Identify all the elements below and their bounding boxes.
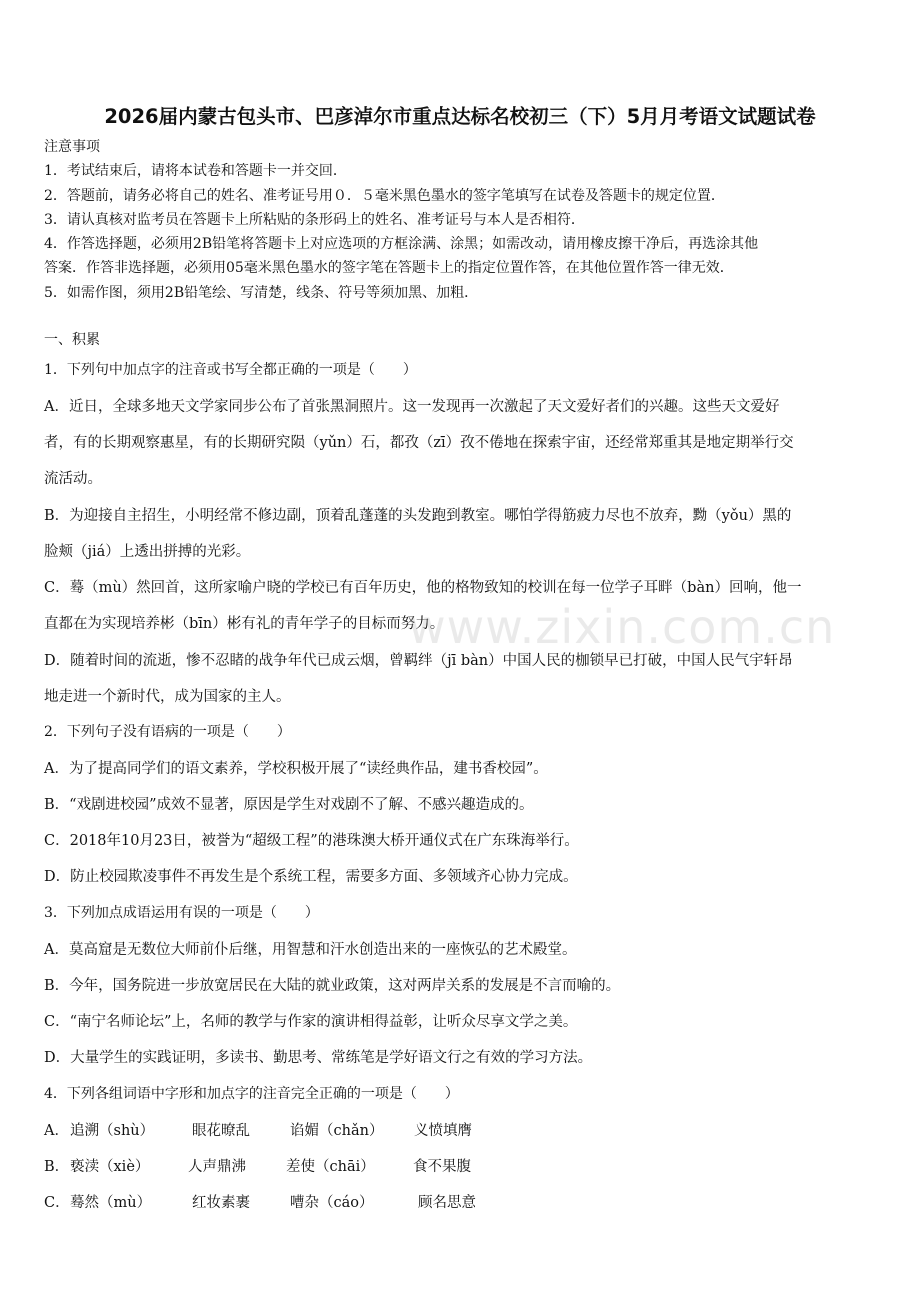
option-d: D．大量学生的实践证明，多读书、勤思考、常练笔是学好语文行之有效的学习方法。 [44, 1050, 593, 1066]
option-b: B．今年，国务院进一步放宽居民在大陆的就业政策，这对两岸关系的发展是不言而喻的。 [44, 978, 621, 994]
notice-heading: 注意事项 [44, 139, 100, 155]
word-item: 嘈杂（cáo） [290, 1195, 374, 1211]
option-label: B． [44, 1159, 70, 1175]
notice-item: 3．请认真核对监考员在答题卡上所粘贴的条形码上的姓名、准考证号与本人是否相符． [44, 212, 585, 228]
option-a-line: A．近日，全球多地天文学家同步公布了首张黑洞照片。这一发现再一次激起了天文爱好者们的兴趣。这些天文爱好 [44, 399, 780, 415]
word-item: 差使（chāi） [286, 1159, 375, 1175]
word-item: 谄媚（chǎn） [290, 1123, 384, 1139]
option-d-line: D．随着时间的流逝，惨不忍睹的战争年代已成云烟，曾羁绊（jī bàn）中国人民的枷锁早已打破，中国人民气宇轩昂 [44, 653, 793, 669]
option-label: A． [44, 1123, 69, 1139]
option-c-row [44, 1193, 884, 1213]
word-item: 蓦然（mù） [70, 1195, 152, 1211]
option-label: C． [44, 1195, 70, 1211]
option-a-row [44, 1121, 884, 1141]
notice-item: 4．作答选择题，必须用2B铅笔将答题卡上对应选项的方框涂满、涂黑；如需改动，请用橡皮擦干净后，再选涂其他 [44, 236, 759, 252]
option-a: A．为了提高同学们的语文素养，学校积极开展了“读经典作品，建书香校园”。 [44, 761, 548, 777]
option-d: D．防止校园欺凌事件不再发生是个系统工程，需要多方面、多领域齐心协力完成。 [44, 869, 578, 885]
notice-item: 2．答题前，请务必将自己的姓名、准考证号用０．５毫米黑色墨水的签字笔填写在试卷及答题卡的规定位置． [44, 188, 725, 204]
word-item: 食不果腹 [413, 1159, 471, 1175]
question-stem: 4．下列各组词语中字形和加点字的注音完全正确的一项是（ ） [44, 1086, 459, 1102]
section-heading: 一、积累 [44, 332, 100, 348]
word-item: 人声鼎沸 [188, 1159, 246, 1175]
option-b-line: B．为迎接自主招生，小明经常不修边副，顶着乱蓬蓬的头发跑到教室。哪怕学得筋疲力尽也不放弃，黝（yǒu）黑的 [44, 508, 792, 524]
watermark: www.zixin.com.cn [408, 600, 836, 654]
notice-item: 1．考试结束后，请将本试卷和答题卡一并交回． [44, 163, 347, 179]
word-item: 亵渎（xiè） [70, 1159, 150, 1175]
word-item: 眼花暸乱 [192, 1123, 250, 1139]
word-item: 追溯（shù） [70, 1123, 155, 1139]
word-item: 义愤填膺 [414, 1123, 472, 1139]
option-c-line: 直都在为实现培养彬（bīn）彬有礼的青年学子的目标而努力。 [44, 616, 445, 632]
notice-item: 5．如需作图，须用2B铅笔绘、写清楚，线条、符号等须加黑、加粗． [44, 285, 479, 301]
question-stem: 1．下列句中加点字的注音或书写全都正确的一项是（ ） [44, 362, 417, 378]
page-title: 2026届内蒙古包头市、巴彦淖尔市重点达标名校初三（下）5月月考语文试题试卷 [104, 105, 816, 128]
option-a: A．莫高窟是无数位大师前仆后继，用智慧和汗水创造出来的一座恢弘的艺术殿堂。 [44, 942, 577, 958]
option-a-line: 者，有的长期观察惠星，有的长期研究陨（yǔn）石，都孜（zī）孜不倦地在探索宇宙，还经常郑重其是地定期举行交 [44, 435, 794, 451]
option-c: C．2018年10月23日，被誉为“超级工程”的港珠澳大桥开通仪式在广东珠海举行。 [44, 833, 579, 849]
option-b-line: 脸颊（jiá）上透出拼搏的光彩。 [44, 544, 251, 560]
question-stem: 3．下列加点成语运用有误的一项是（ ） [44, 905, 319, 921]
word-item: 顾名思意 [418, 1195, 476, 1211]
option-b: B．“戏剧进校园”成效不显著，原因是学生对戏剧不了解、不感兴趣造成的。 [44, 797, 534, 813]
option-b-row [44, 1157, 884, 1177]
notice-item: 答案．作答非选择题，必须用05毫米黑色墨水的签字笔在答题卡上的指定位置作答，在其他位置作答一律无效． [44, 260, 734, 276]
word-item: 红妆素裹 [192, 1195, 250, 1211]
option-c-line: C．蓦（mù）然回首，这所家喻户晓的学校已有百年历史，他的格物致知的校训在每一位学子耳畔（bàn）回响，他一 [44, 580, 802, 596]
option-d-line: 地走进一个新时代，成为国家的主人。 [44, 689, 291, 705]
question-stem: 2．下列句子没有语病的一项是（ ） [44, 724, 291, 740]
option-c: C．“南宁名师论坛”上，名师的教学与作家的演讲相得益彰，让听众尽享文学之美。 [44, 1014, 578, 1030]
option-a-line: 流活动。 [44, 471, 102, 487]
